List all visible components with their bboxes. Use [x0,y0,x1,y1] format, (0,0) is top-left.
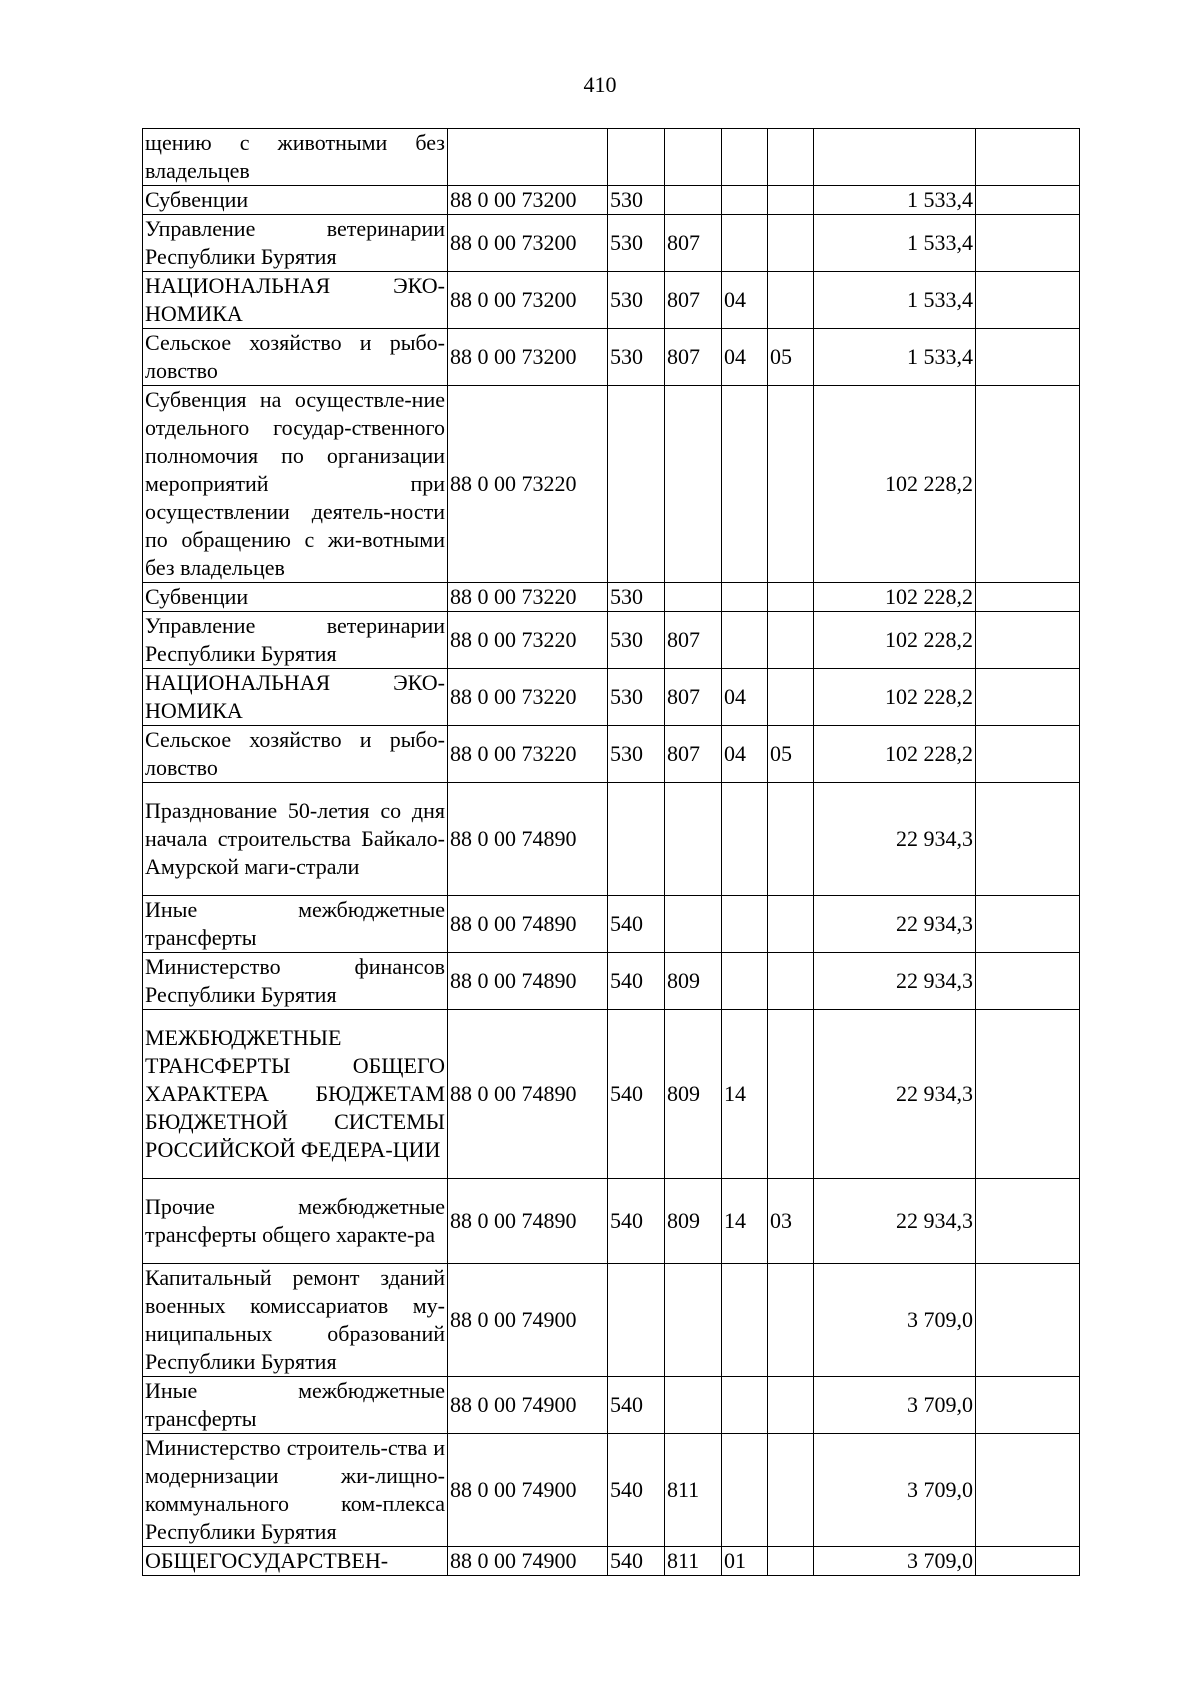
section-code-cell: 04 [722,329,768,386]
table-row [143,386,1080,583]
administrator-code-cell: 809 [665,953,722,1010]
section-code-cell [722,386,768,583]
target-article-code-cell: 88 0 00 73220 [448,612,608,669]
table-row [143,669,1080,726]
table-row [143,129,1080,186]
amount-cell: 3 709,0 [814,1377,976,1434]
row-name-cell: Сельское хозяйство и рыбо-ловство [143,726,448,783]
subsection-code-cell: 05 [768,329,814,386]
amount-cell: 1 533,4 [814,215,976,272]
subsection-code-cell [768,215,814,272]
empty-extra-cell [976,329,1080,386]
section-code-cell [722,1434,768,1547]
expense-type-code-cell: 530 [608,272,665,329]
section-code-cell: 04 [722,669,768,726]
amount-cell: 102 228,2 [814,583,976,612]
subsection-code-cell [768,896,814,953]
empty-extra-cell [976,1179,1080,1264]
administrator-code-cell: 807 [665,726,722,783]
subsection-code-cell [768,1547,814,1576]
table-row [143,1547,1080,1576]
empty-extra-cell [976,583,1080,612]
row-name-cell: Иные межбюджетные трансферты [143,896,448,953]
subsection-code-cell [768,783,814,896]
row-name-cell: НАЦИОНАЛЬНАЯ ЭКО-НОМИКА [143,669,448,726]
expense-type-code-cell: 540 [608,1010,665,1179]
empty-extra-cell [976,386,1080,583]
subsection-code-cell [768,272,814,329]
subsection-code-cell [768,186,814,215]
section-code-cell [722,1377,768,1434]
target-article-code-cell: 88 0 00 73200 [448,186,608,215]
table-row [143,612,1080,669]
target-article-code-cell: 88 0 00 74890 [448,1179,608,1264]
empty-extra-cell [976,129,1080,186]
section-code-cell [722,783,768,896]
empty-extra-cell [976,726,1080,783]
row-name-cell: щению с животными без владельцев [143,129,448,186]
expense-type-code-cell: 540 [608,1434,665,1547]
row-name-cell: Празднование 50-летия со дня начала строительства Байкало-Амурской маги-страли [143,783,448,896]
row-name-cell: Капитальный ремонт зданий военных комиссариатов му-ниципальных образований Республики Бурятия [143,1264,448,1377]
table-row [143,1377,1080,1434]
section-code-cell: 04 [722,272,768,329]
administrator-code-cell: 809 [665,1010,722,1179]
administrator-code-cell: 811 [665,1434,722,1547]
target-article-code-cell: 88 0 00 73200 [448,329,608,386]
section-code-cell [722,583,768,612]
subsection-code-cell [768,1010,814,1179]
amount-cell: 22 934,3 [814,953,976,1010]
table-body [143,129,1080,1576]
expense-type-code-cell [608,386,665,583]
expense-type-code-cell: 530 [608,186,665,215]
section-code-cell [722,896,768,953]
administrator-code-cell [665,186,722,215]
table-row [143,215,1080,272]
empty-extra-cell [976,1010,1080,1179]
target-article-code-cell: 88 0 00 74900 [448,1377,608,1434]
section-code-cell [722,612,768,669]
empty-extra-cell [976,215,1080,272]
target-article-code-cell: 88 0 00 73220 [448,726,608,783]
row-name-cell: НАЦИОНАЛЬНАЯ ЭКО-НОМИКА [143,272,448,329]
expense-type-code-cell [608,1264,665,1377]
row-name-cell: Субвенции [143,583,448,612]
target-article-code-cell: 88 0 00 73220 [448,386,608,583]
amount-cell: 3 709,0 [814,1547,976,1576]
section-code-cell [722,186,768,215]
administrator-code-cell: 807 [665,215,722,272]
administrator-code-cell: 811 [665,1547,722,1576]
administrator-code-cell: 809 [665,1179,722,1264]
target-article-code-cell: 88 0 00 73200 [448,272,608,329]
row-name-cell: Управление ветеринарии Республики Бурятия [143,215,448,272]
subsection-code-cell [768,1434,814,1547]
amount-cell: 1 533,4 [814,329,976,386]
empty-extra-cell [976,953,1080,1010]
section-code-cell: 14 [722,1010,768,1179]
expense-type-code-cell: 530 [608,726,665,783]
amount-cell: 102 228,2 [814,726,976,783]
expense-type-code-cell: 530 [608,215,665,272]
empty-extra-cell [976,783,1080,896]
empty-extra-cell [976,1264,1080,1377]
administrator-code-cell [665,129,722,186]
amount-cell: 3 709,0 [814,1264,976,1377]
expense-type-code-cell [608,783,665,896]
budget-table [142,128,1080,1576]
expense-type-code-cell: 540 [608,1547,665,1576]
expense-type-code-cell: 540 [608,896,665,953]
target-article-code-cell: 88 0 00 74890 [448,783,608,896]
table-row [143,329,1080,386]
subsection-code-cell [768,1377,814,1434]
empty-extra-cell [976,1434,1080,1547]
table-row [143,726,1080,783]
target-article-code-cell: 88 0 00 74890 [448,1010,608,1179]
row-name-cell: МЕЖБЮДЖЕТНЫЕ ТРАНСФЕРТЫ ОБЩЕГО ХАРАКТЕРА БЮДЖЕТАМ БЮДЖЕТНОЙ СИСТЕМЫ РОССИЙСКОЙ ФЕДЕРА-ЦИИ [143,1010,448,1179]
row-name-cell: Управление ветеринарии Республики Бурятия [143,612,448,669]
row-name-cell: Министерство финансов Республики Бурятия [143,953,448,1010]
administrator-code-cell [665,896,722,953]
expense-type-code-cell: 530 [608,583,665,612]
table-row [143,583,1080,612]
expense-type-code-cell: 540 [608,953,665,1010]
target-article-code-cell: 88 0 00 73220 [448,583,608,612]
subsection-code-cell [768,1264,814,1377]
target-article-code-cell: 88 0 00 74900 [448,1547,608,1576]
table-row [143,1179,1080,1264]
administrator-code-cell [665,583,722,612]
expense-type-code-cell: 530 [608,612,665,669]
page-number: 410 [583,72,617,97]
amount-cell: 102 228,2 [814,612,976,669]
subsection-code-cell [768,612,814,669]
administrator-code-cell [665,783,722,896]
row-name-cell: Прочие межбюджетные трансферты общего характе-ра [143,1179,448,1264]
subsection-code-cell [768,386,814,583]
target-article-code-cell: 88 0 00 74900 [448,1434,608,1547]
target-article-code-cell: 88 0 00 73200 [448,215,608,272]
table-row [143,1434,1080,1547]
expense-type-code-cell [608,129,665,186]
administrator-code-cell [665,386,722,583]
target-article-code-cell: 88 0 00 74890 [448,953,608,1010]
amount-cell: 1 533,4 [814,272,976,329]
amount-cell: 1 533,4 [814,186,976,215]
row-name-cell: Субвенции [143,186,448,215]
section-code-cell: 14 [722,1179,768,1264]
empty-extra-cell [976,669,1080,726]
administrator-code-cell [665,1264,722,1377]
empty-extra-cell [976,186,1080,215]
row-name-cell: Субвенция на осуществле-ние отдельного государ-ственного полномочия по организации мероприятий при осуществлении деятель-ности по обращению с жи-вотными без владельцев [143,386,448,583]
amount-cell: 22 934,3 [814,1010,976,1179]
section-code-cell [722,1264,768,1377]
subsection-code-cell: 03 [768,1179,814,1264]
subsection-code-cell [768,669,814,726]
row-name-cell: Иные межбюджетные трансферты [143,1377,448,1434]
expense-type-code-cell: 540 [608,1179,665,1264]
subsection-code-cell [768,953,814,1010]
row-name-cell: Министерство строитель-ства и модернизации жи-лищно-коммунального ком-плекса Республики Бурятия [143,1434,448,1547]
section-code-cell [722,129,768,186]
table-row [143,272,1080,329]
section-code-cell: 01 [722,1547,768,1576]
target-article-code-cell: 88 0 00 73220 [448,669,608,726]
subsection-code-cell: 05 [768,726,814,783]
administrator-code-cell [665,1377,722,1434]
expense-type-code-cell: 530 [608,329,665,386]
section-code-cell [722,215,768,272]
row-name-cell: Сельское хозяйство и рыбо-ловство [143,329,448,386]
empty-extra-cell [976,1547,1080,1576]
table-row [143,1264,1080,1377]
amount-cell: 102 228,2 [814,386,976,583]
row-name-cell: ОБЩЕГОСУДАРСТВЕН- [143,1547,448,1576]
amount-cell: 22 934,3 [814,1179,976,1264]
subsection-code-cell [768,583,814,612]
table-row [143,953,1080,1010]
empty-extra-cell [976,1377,1080,1434]
amount-cell [814,129,976,186]
target-article-code-cell: 88 0 00 74890 [448,896,608,953]
amount-cell: 22 934,3 [814,896,976,953]
target-article-code-cell: 88 0 00 74900 [448,1264,608,1377]
table-row [143,186,1080,215]
target-article-code-cell [448,129,608,186]
amount-cell: 102 228,2 [814,669,976,726]
expense-type-code-cell: 540 [608,1377,665,1434]
table-row [143,783,1080,896]
amount-cell: 3 709,0 [814,1434,976,1547]
subsection-code-cell [768,129,814,186]
amount-cell: 22 934,3 [814,783,976,896]
administrator-code-cell: 807 [665,669,722,726]
table-row [143,896,1080,953]
empty-extra-cell [976,612,1080,669]
administrator-code-cell: 807 [665,329,722,386]
table-row [143,1010,1080,1179]
empty-extra-cell [976,272,1080,329]
administrator-code-cell: 807 [665,612,722,669]
section-code-cell [722,953,768,1010]
section-code-cell: 04 [722,726,768,783]
expense-type-code-cell: 530 [608,669,665,726]
administrator-code-cell: 807 [665,272,722,329]
empty-extra-cell [976,896,1080,953]
